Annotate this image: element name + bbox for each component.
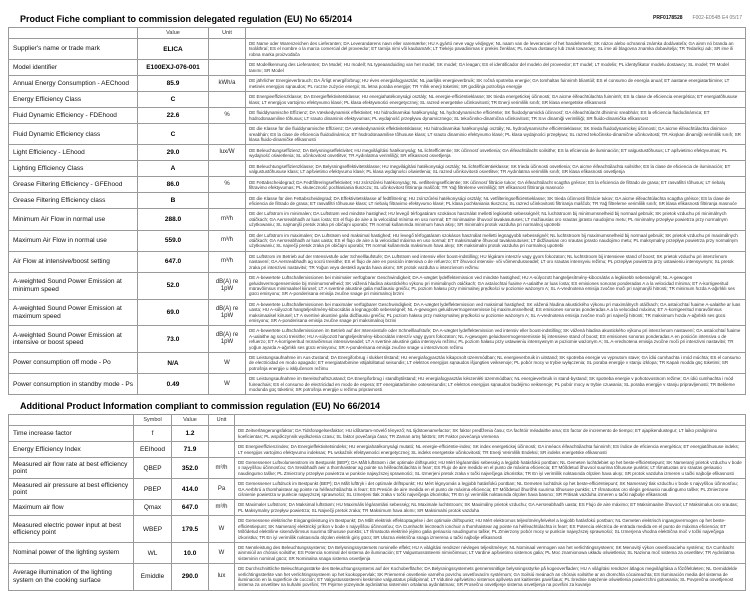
desc-cell: DE Modellkennung des Lieferanten; DA Model; HU modell; NL typeaanduiding van het model; SK model; GA leagan; ES el identificador del modelo del proveedor; ET mudel; LT modelis; PL identyfikator modelu dostawcy; SL model; TR Model tanımı; SR Model — [246, 60, 746, 76]
document-codes — [653, 15, 742, 21]
symbol-cell: Qmax — [134, 500, 172, 516]
desc-cell: DE Maximaler Luftstrom; DA Maksimal luftstrøm; HU Maximális légáramlási sebesség; NL Maximale luchtstroom; SK Maximálny prietok vzduchu; GA Aersreabhadh uasta; ES Flujo de aire máximo; ET Maksimaalne õhuvool; LT Maksimalus oro srautas; PL Maksymalny przepływ powietrza; SL Največji pretok zraka; TR Maksimum hava akımı; SR Maksimalni protok vazduha — [235, 500, 746, 516]
table66-row — [9, 564, 746, 591]
value-cell: 52.0 — [138, 273, 209, 300]
desc-cell: DE Name oder Warenzeichen des Lieferanten; DA Leverandørens navn eller varemærke; HU A gyártó neve vagy védjegye; NL naam van de leverancier of het handelsmerk; SK názov alebo ochranná známka dodávateľa; GA ainm nó branda an tsoláthraí; ES el nombre o la marca comercial del proveedor; ET tarnija nimi või kaubamärk; LT Tiekėjo pavadinimas ir prekės ženklas; PL nazwa dostawcy lub znak towarowy; SL ime ali blagovna znamka dobavitelja; TR Tedarikçi adı; SR ime ili robna marka proizvođača — [246, 39, 746, 60]
unit-cell: W — [209, 516, 235, 543]
value-cell: A — [138, 161, 209, 177]
desc-cell: DE Leistungsaufnahme im Aus-Zustand; DA Energiforbrug i slukket tilstand; HU energiafogyasztás kikapcsolt üzemmódban; NL energieverbruik in uitstand; SK spotreba energie vo vypnutom stave; GA ídiú cumhachta i mód múchta; ES el consumo de electricidad en modo apagado; ET energiatarbimine väljalülitatud seisundis; LT elektros energijos sąnaudos išjungties veiksenoje; PL pobór mocy w trybie wyłączenia; SL poraba energije v stanju izklopa; TR Kapalı modda güç tüketimi; SR potrošnja energije u isključenom režimu — [246, 352, 746, 373]
desc-cell: DE die Klasse für den Fettabscheidegrad; DA Effektivitetsklasse af fedtfiltrering; HU zsírszűrési hatékonysági osztály; NL vetfilteringsefficiëntieklasse; SK trieda účinnosti filtrácie tukov; GA aicme éifeachtúlachta scagtha gréisce; ES la clase de eficiencia de filtrado de grasa; ET rasvafiltri tõhususe klass; LT riebalų filtravimo efektyvumo klasė; PL klasa pochłaniania tłuszczu; SL razred učinkovitosti filtriranja maščob; TR Yağ filtreleme verimlilik sınıfı; SR klasa efikasnosti filtriranja masnoće — [246, 193, 746, 209]
unit-cell: W — [209, 352, 246, 373]
table65-row — [9, 177, 746, 193]
label-cell: Time increase factor — [9, 426, 134, 442]
unit-cell: % — [209, 108, 246, 124]
symbol-cell: Emiddle — [134, 564, 172, 591]
symbol-cell: WBEP — [134, 516, 172, 543]
symbol-cell: f — [134, 426, 172, 442]
table65-row — [9, 161, 746, 177]
desc-cell: DE Zeitverlängerungsfaktor; DA Tidsforøgelsesfaktor; HU időtartam-növelő tényező; NL tijdstoenamefactor; SK faktor predĺženia času; GA fachtóir méadaithe ama; ES factor de incremento de tiempo; ET ajapikendustegur; LT laiko prailginimo koeficientas; PL współczynnik wydłużenia czasu; SL faktor povečanja časa; TR Zaman artış faktörü; SR Faktor povećanja vremena — [235, 426, 746, 442]
desc-cell: DE Nennleistung des Beleuchtungssystems; DA Belysningssystemets nominelle effekt; HU A világítási rendszer névleges teljesítménye; NL Nominaal vermogen van het verlichtingssysteem; SK Menovitý výkon osvetľovacieho systému; GA Cumhacht ainmniúil an chórais soilsithe; ES Potencia nominal del sistema de iluminación; ET Valgustussüsteemi nimivõimsus; LT Vardinė apšvietimo sistemos galia; PL Moc znamionowa układu oświetlenia; SL Nazivna moč sistema za osvetlitev; TR Aydınlatma sisteminin nominal gücü; SR Nominalna snaga sistema osvetljenja — [235, 542, 746, 563]
label-cell: Grease Filtering Efficiency class — [9, 193, 138, 209]
desc-cell: DE Gemessener Luftdruck im Bestpunkt (BEP); DA Målt lufttryk i det optimale driftspunkt; HU Mért légnyomás a legjobb hatásfokú pontban; NL Gemeten luchtdruk op het beste-efficiëntiepunt; SK Nameraný tlak vzduchu v bode s najvyššou účinnosťou; GA Aerbhrú a thomhaistear ag pointe na héifeachtúlachta is fearr; ES Presión de aire medida en el punto de máxima eficiencia; ET Mõõdetud õhurõhk suurima tõhususe punktis; LT Išmatuotas oro slėgis geriausio naudingumo taške; PL Zmierzone ciśnienie powietrza w punkcie najwyższej sprawności; SL Izmerjeni tlak zraka v točki največjega izkoristka; TR En iyi verimlilik noktasında ölçülen hava basıncı; SR Pritisak vazduha izmeren u tački najbolje efikasnosti — [235, 479, 746, 500]
unit-column-header: Unit — [209, 28, 246, 39]
table66-header-row — [9, 415, 746, 426]
unit-cell — [209, 426, 235, 442]
label-cell: Maximum Air Flow in normal use — [9, 230, 138, 251]
value-cell: 22.6 — [138, 108, 209, 124]
unit-cell: m³/h — [209, 251, 246, 272]
table66-row — [9, 426, 746, 442]
label-cell: Model identifier — [9, 60, 138, 76]
label-cell: Grease Filtering Efficiency - GFEhood — [9, 177, 138, 193]
desc-cell: DE Energieeffizienzindex; DA Energieffektivitetsindeks; HU energiahatékonysági mutató; NL energie-efficiëntie-index; SK index energetickej účinnosti; GA innéacs éifeachtúlachta fuinnimh; ES índice de eficiencia energética; ET energiatõhususe indeks; LT energijos vartojimo efektyvumo indeksas; PL wskaźnik efektywności energetycznej; SL indeks energetske učinkovitosti; TR Enerji Verimlilik Endeksi; SR indeks energetske efikasnosti — [235, 442, 746, 458]
unit-cell — [209, 442, 235, 458]
value-cell: B — [138, 193, 209, 209]
desc-cell: DE die Klasse für die fluiddynamische Effizienz; DA væskedynamisk effektivitetsklasse; HU hidrodinamikai hatékonysági osztály; NL hydrodynamische efficiëntieklasse; SK trieda fluidodynamickej účinnosti; GA aicme éifeachtúlachta dinimice sreabhán; ES la clase de eficiencia fluidodinámica; ET hüdrodünaamilise tõhususe klass; LT srauto dinaminio efektyvumo klasė; PL klasa wydajności przepływu; SL razred tekočinsko-dinamične učinkovitosti; TR Akışkan dinamiği verimlilik sınıfı; SR klasa fluido-dinamičke efikasnosti — [246, 124, 746, 145]
desc-cell: DE A-bewertete Luftschallemissionen im Betrieb auf der Intensivstufe oder Schnelllaufstufe; DA A-vægtet lydeffektemission ved intensiv eller boost-indstilling; SK vážená hladina akustického výkonu pri intenzívnom nastavení; GA astaíochtaí fuaime A-ualaithe ag socrú treisithe; HU A-súlyozott hangteljesítmény-kibocsátás intenzív vagy gyors fokozaton; NL A-gewogen geluidsvermogensemissie bij intensieve stand of boost; ES emisiones sonoras ponderadas A en posición intensiva o de refuerzo; ET A-korrigeeritud müravõimsus intensiivseadel; LT A svertinė akustinė galia intensyviu režimu; PL poziom hałasu przy ustawieniu intensywnym w poziomie ważonym A; SL A-vrednotena emisija zvočne moči pri intenzivni nastavitvi; TR yoğun ayarda A-ağırlıklı ses gücü emisyonu; SR A-ponderisana emisija zvučne snage u intenzivnom režimu — [246, 326, 746, 353]
value-cell: 86.0 — [138, 177, 209, 193]
value-cell: 85.9 — [138, 76, 209, 92]
unit-cell — [209, 193, 246, 209]
value-cell: 559.0 — [138, 230, 209, 251]
value-cell: 10.0 — [172, 542, 209, 563]
table65-row — [9, 352, 746, 373]
value-cell: C — [138, 124, 209, 145]
table65-row — [9, 60, 746, 76]
label-cell: Light Efficiency - LEhood — [9, 145, 138, 161]
desc-cell: DE Gemessener Luftvolumenstrom im Bestpunkt (BEP); DA Målt luftstrøm i det optimale driftspunkt; HU Mért légáramlási sebesség a legjobb hatásfokú pontban; NL Gemeten luchtdebiet op het beste-efficiëntiepunt; SK Nameraný prietok vzduchu v bode s najvyššou účinnosťou; GA Sreabhadh aeir a thomhaistear ag pointe na héifeachtúlachta is fearr; ES Flujo de aire medido en el punto de máxima eficiencia; ET Mõõdetud õhuvool suurima tõhususe punktis; LT Išmatuotas oro srautas geriausio naudingumo taške; PL Zmierzony przepływ powietrza w punkcie najwyższej sprawności; SL Izmerjeni pretok zraka v točki največjega izkoristka; TR En iyi verimlilik noktasında ölçülen hava akışı; SR protok vazduha izmeren u tački najbolje efikasnosti — [235, 458, 746, 479]
desc-cell: DE A-bewertete Luftschallemissionen bei minimaler verfügbarer Geschwindigkeit; DA A-vægtet lydeffektemission ved mindste hastighed; HU A-súlyozott hangteljesítmény-kibocsátás a legkisebb sebességnél; NL A-gewogen geluidsvermogensemissie bij minimumsnelheid; SK vážená hladina akustického výkonu pri minimálnych otáčkach; GA astaíochtaí fuaime A-ualaithe ar luas íosta; ES emisiones sonoras ponderadas A a la velocidad mínima; ET A-korrigeeritud müravõimsus minimaalsel kiirusel; LT A svertinė akustinė galia mažiausiu greičiu; PL poziom hałasu przy minimalnej prędkości w poziomie ważonym A; SL A-vrednotena emisija zvočne moči pri najmanjši hitrosti; TR minimum hızda A-ağırlıklı ses gücü emisyonu; SR A-ponderisana emisija zvučne snage pri minimalnoj brzini — [246, 273, 746, 300]
value-cell: 29.0 — [138, 145, 209, 161]
label-cell: Fluid Dynamic Efficiency - FDEhood — [9, 108, 138, 124]
unit-cell: m³/h — [209, 500, 235, 516]
value-cell: 290.0 — [172, 564, 209, 591]
label-cell: Maximum air flow — [9, 500, 134, 516]
desc-cell: DE A-bewertete Luftschallemissionen bei maximaler verfügbarer Geschwindigkeit; DA A-vægtet lydeffektemission ved maksimal hastighed; SK vážená hladina akustického výkonu pri maximálnych otáčkach; GA astaíochtaí fuaime A-ualaithe ar luas uasta; HU A-súlyozott hangteljesítmény-kibocsátás a legnagyobb sebességnél; NL A-gewogen geluidsvermogensemissie bij maximumsnelheid; ES emisiones sonoras ponderadas A a la velocidad máxima; ET A-korrigeeritud müravõimsus maksimaalsel kiirusel; LT A svertinė akustinė galia didžiausiu greičiu; PL poziom hałasu przy maksymalnej prędkości w poziomie ważonym A; SL A-vrednotena emisija zvočne moči pri največji hitrosti; TR maksimum hızda A-ağırlıklı ses gücü emisyonu; SR A-ponderisana emisija zvučne snage pri maksimalnoj brzini — [246, 299, 746, 326]
table66-row — [9, 442, 746, 458]
label-cell: Power consumption off mode - Po — [9, 352, 138, 373]
table65-row — [9, 145, 746, 161]
desc-cell: DE der Luftstrom im minimalen; DA Luftstrøm ved mindste hastighed; HU levegő térfogatáram szokásos használat melletti legkisebb sebességnél; NL luchtstroom bij minimumsnelheid bij normaal gebruik; SK prietok vzduchu pri minimálnych otáčkach; GA Aersreabhadh ar luas íosta; ES el flujo de aire a la velocidad mínima en uso normal; ET minimaalne õhuvool tavakasutuses; LT mažiausias oro srautas įprasto naudojimo metu; PL minimalny przepływ powietrza przy normalnym użytkowaniu; SL najmanjši pretok zraka pri običajni uporabi; TR normal kullanımda minimum hava akışı; SR minimalni protok vazduha pri normalnoj upotrebi — [246, 209, 746, 230]
table65-row — [9, 326, 746, 353]
label-cell: Energy Efficiency Index — [9, 442, 134, 458]
value-cell: 179.5 — [172, 516, 209, 543]
empty-header-cell — [9, 28, 138, 39]
label-cell: Power consumption in standby mode - Ps — [9, 374, 138, 395]
value-column-header: Value — [172, 415, 209, 426]
value-cell: 414.0 — [172, 479, 209, 500]
unit-cell: m³/h — [209, 209, 246, 230]
desc-cell: DE jährlicher Energieverbrauch; DA Årligt energiforbrug; HU éves energiafogyasztás; NL jaarlijks energieverbruik; SK ročná spotreba energie; GA tomhaltas fuinnimh bliantúil; ES el consumo de energía anual; ET aastane energiatarbimine; LT metinės energijos sąnaudos; PL roczne zużycie energii; SL letna poraba energije; TR Yıllık enerji tüketimi; SR godišnja potrošnja energije — [246, 76, 746, 92]
value-cell: C — [138, 92, 209, 108]
label-cell: Measured electric power input at best efficiency point — [9, 516, 134, 543]
unit-cell: lux — [209, 564, 235, 591]
label-cell: A-weighted Sound Power Emission at minimum speed — [9, 273, 138, 300]
symbol-cell: EEIhood — [134, 442, 172, 458]
unit-column-header: Unit — [209, 415, 235, 426]
value-cell: N/A — [138, 352, 209, 373]
unit-cell — [209, 161, 246, 177]
label-cell: Annual Energy Consumption - AEChood — [9, 76, 138, 92]
reference-code: PRF0178528 — [653, 15, 683, 21]
value-cell: 69.0 — [138, 299, 209, 326]
table66-row — [9, 500, 746, 516]
value-cell: 73.0 — [138, 326, 209, 353]
table66-row — [9, 516, 746, 543]
table65-row — [9, 230, 746, 251]
value-cell: 1.2 — [172, 426, 209, 442]
table65-row — [9, 39, 746, 60]
label-cell: Fluid Dynamic Efficiency class — [9, 124, 138, 145]
label-cell: A-weighted Sound Power Emission at maximum speed — [9, 299, 138, 326]
value-cell: 647.0 — [172, 500, 209, 516]
table65-row — [9, 92, 746, 108]
table65-header-row — [9, 28, 746, 39]
unit-cell: lux/W — [209, 145, 246, 161]
desc-cell: DE Durchschnittliche Beleuchtungsstärke des Beleuchtungssystems auf der Kochoberfläche; DA Belysningssystemets gennemsnitlige belysningsstyrke på kogeoverfladen; HU A világítási rendszer átlagos megvilágítása a főzőfelületen; NL Gemiddelde verlichtingssterkte van het verlichtingssysteem op het kookoppervlak; SK Priemerné osvetlenie varného povrchu osvetľovacím systémom; GA Soilsiú meánach an chórais soilsithe ar an dromchla cócaireachta; ES Iluminación media del sistema de iluminación en la superficie de cocción; ET Valgustussüsteemi keskmine valgustatus pliidipinnal; LT Vidutinė apšvietimo sistemos apšvieta ant kaitlentės paviršiaus; PL Średnie natężenie oświetlenia powierzchni gotowania; SL Povprečna osvetljenost sistema za osvetlitev na kuhalni površini; TR Pişirme yüzeyinde aydınlatma sisteminin ortalama aydınlatması; SR Prosečno osvetljenje sistema osvetljenja na površini za kuvanje — [235, 564, 746, 591]
table65-row — [9, 209, 746, 230]
value-cell: 352.0 — [172, 458, 209, 479]
unit-cell: dB(A) re 1pW — [209, 326, 246, 353]
unit-cell — [209, 124, 246, 145]
table66-row — [9, 479, 746, 500]
fiche-66-title: Additional Product Information compliant to commission regulation (EU) No 66/2014 — [20, 401, 381, 412]
unit-cell: W — [209, 374, 246, 395]
unit-cell: m³/h — [209, 230, 246, 251]
symbol-cell: WL — [134, 542, 172, 563]
unit-cell: Pa — [209, 479, 235, 500]
table65-row — [9, 299, 746, 326]
desc-cell: DE fluiddynamische Effizienz; DA Væskedynamisk effektivitet; HU hidrodinamikai hatékonyság; NL hydrodynamische efficiëntie; SK fluidodynamická účinnosť; GA éifeachtúlacht dhinimic sreabhán; ES la eficiencia fluidodinámica; ET hüdrodünaamiline tõhusus; LT srauto dinaminis efektyvumas; PL wydajność przepływu dynamicznego; SL tekočinsko-dinamična učinkovitost; TR Sıvı dinamiği verimliliği; SR fluido-dinamička efikasnost — [246, 108, 746, 124]
symbol-cell: QBEP — [134, 458, 172, 479]
table65-row — [9, 374, 746, 395]
value-cell: E100EXJ-076-001 — [138, 60, 209, 76]
label-cell: Average illumination of the lighting system on the cooking surface — [9, 564, 134, 591]
label-cell: Supplier's name or trade mark — [9, 39, 138, 60]
label-cell: A-weighted Sound Power Emission at intensive or boost speed — [9, 326, 138, 353]
label-cell: Measured air pressure at best efficiency point — [9, 479, 134, 500]
unit-cell — [209, 92, 246, 108]
unit-cell: m³/h — [209, 458, 235, 479]
empty-header-cell — [9, 415, 134, 426]
empty-header-cell — [246, 28, 746, 39]
unit-cell: W — [209, 542, 235, 563]
table65-row — [9, 108, 746, 124]
unit-cell: dB(A) re 1pW — [209, 299, 246, 326]
value-cell: 0.49 — [138, 374, 209, 395]
label-cell: Nominal power of the lighting system — [9, 542, 134, 563]
value-column-header: Value — [138, 28, 209, 39]
fiche-65-title: Product Fiche compliant to commission delegated regulation (EU) No 65/2014 — [20, 14, 353, 24]
value-cell: 647.0 — [138, 251, 209, 272]
symbol-column-header: Symbol — [134, 415, 172, 426]
fiche-table-65-2014 — [8, 27, 746, 395]
symbol-cell: PBEP — [134, 479, 172, 500]
empty-header-cell — [235, 415, 746, 426]
desc-cell: DE Beleuchtungseffizienz; DA Belysningseffektivitet; HU megvilágítási hatékonyság; NL lichtefficiëntie; SK účinnosť osvetlenia; GA éifeachtúlacht soilsithe; ES la eficiencia de iluminación; ET valgustustõhusus; LT apšvietimo efektyvumas; PL wydajność oświetlenia; SL učinkovitost osvetlitve; TR Aydınlatma verimliliği; SR efikasnost osvetljenja — [246, 145, 746, 161]
desc-cell: DE Gemessene elektrische Eingangsleistung im Bestpunkt; DA Målt elektrisk effektoptagelse i det optimale driftspunkt; HU Mért elektromos teljesítményfelvétel a legjobb hatásfokú pontban; NL Gemeten elektrisch ingangsvermogen op het beste-efficiëntiepunt; SK Nameraný elektrický príkon v bode s najvyššou účinnosťou; GA Cumhacht leictreach ionchuir a thomhaistear ag pointe na héifeachtúlachta is fearr; ES Potencia eléctrica de entrada medida en el punto de máxima eficiencia; ET Mõõdetud elektriline sisendvõimsus suurima tõhususe punktis; LT Išmatuota elektrinė įėjimo galia geriausio naudingumo taške; PL Zmierzony pobór mocy w punkcie najwyższej sprawności; SL Izmerjena vhodna električna moč v točki največjega izkoristka; TR En iyi verimlilik noktasında ölçülen elektrik giriş gücü; SR Ulazna električna snaga izmerena u tački najbolje efikasnosti — [235, 516, 746, 543]
unit-cell: % — [209, 177, 246, 193]
value-cell: 288.0 — [138, 209, 209, 230]
fiche-table-66-2014 — [8, 414, 746, 590]
label-cell: Minimum Air Flow in normal use — [9, 209, 138, 230]
table65-row — [9, 251, 746, 272]
revision-code: F002-E054B E4 05/17 — [692, 15, 742, 21]
unit-cell — [209, 60, 246, 76]
desc-cell: DE Fettabscheidegrad; DA Fedtfiltreringseffektivitet; HU zsírszűrési hatékonyság; NL vetfilteringsefficiëntie; SK účinnosť filtrácie tukov; GA éifeachtúlacht scagtha gréisce; ES la eficiencia de filtrado de grasa; ET rasvafiltri tõhusus; LT riebalų filtravimo efektyvumas; PL skuteczność pochłaniania tłuszczu; SL učinkovitost filtriranja maščob; TR Yağ filtreleme verimliliği; SR efikasnost filtriranja masnoće — [246, 177, 746, 193]
unit-cell: dB(A) re 1pW — [209, 273, 246, 300]
table65-row — [9, 273, 746, 300]
label-cell: Energy Efficiency Class — [9, 92, 138, 108]
value-cell: 71.9 — [172, 442, 209, 458]
value-cell: ELICA — [138, 39, 209, 60]
desc-cell: DE Luftstrom im Betrieb auf der Intensivstufe oder Schnelllaufstufe; DA Luftstrøm ved intensiv eller boost-indstilling; HU légáram intenzív vagy gyors fokozaton; NL luchtstroom bij intensieve stand of boost; SK prietok vzduchu pri intenzívnom nastavení; GA Aersreabhadh ag socrú treisithe; ES el flujo de aire en posición intensiva o de refuerzo; ET õhuvool intensiiv- või võimendusseadel; LT oro srautas intensyviu režimu; PL przepływ powietrza przy ustawieniu intensywnym; SL pretok zraka pri intenzivni nastavitvi; TR Yoğun veya destekli ayarda hava akımı; SR protok vazduha u intenzivnom režimu — [246, 251, 746, 272]
desc-cell: DE Beleuchtungseffizienzklasse; DA Belysningseffektivitetsklasse; HU megvilágítási hatékonysági osztály; NL lichtefficiëntieklasse; SK trieda účinnosti osvetlenia; GA aicme éifeachtúlachta soilsithe; ES la clase de eficiencia de iluminación; ET valgustustõhususe klass; LT apšvietimo efektyvumo klasė; PL klasa wydajności oświetlenia; SL razred učinkovitosti osvetlitve; TR Aydınlatma verimlilik sınıfı; SR klasa efikasnosti osvetljenja — [246, 161, 746, 177]
unit-cell: kWh/a — [209, 76, 246, 92]
table66-row — [9, 458, 746, 479]
unit-cell — [209, 39, 246, 60]
table66-row — [9, 542, 746, 563]
desc-cell: DE Energieeffizienzklasse; DA Energieffektivitetsklasse; HU energiahatékonysági osztály; NL energie-efficiëntieklasse; SK trieda energetickej účinnosti; GA aicme éifeachtúlachta fuinnimh; ES la clase de eficiencia energética; ET energiatõhususe klass; LT energijos vartojimo efektyvumo klasė; PL klasa efektywności energetycznej; SL razred energetske učinkovitosti; TR Enerji verimlilik sınıfı; SR klasa energetske efikasnosti — [246, 92, 746, 108]
label-cell: Air Flow at intensive/boost setting — [9, 251, 138, 272]
table65-row — [9, 124, 746, 145]
desc-cell: DE der Luftstrom im maximalen; DA Luftstrøm ved maksimal hastighed; HU levegő térfogatáram szokásos használat melletti legnagyobb sebességnél; NL luchtstroom bij maximumsnelheid bij normaal gebruik; SK prietok vzduchu pri maximálnych otáčkach; GA Aersreabhadh ar luas uasta; ES el flujo de aire a la velocidad máxima en uso normal; ET maksimaalne õhuvool tavakasutuses; LT didžiausias oro srautas įprasto naudojimo metu; PL maksymalny przepływ powietrza przy normalnym użytkowaniu; SL največji pretok zraka pri običajni uporabi; TR normal kullanımda maksimum hava akışı; SR maksimalni protok vazduha pri normalnoj upotrebi — [246, 230, 746, 251]
label-cell: Measured air flow rate at best efficiency point — [9, 458, 134, 479]
table65-row — [9, 76, 746, 92]
table65-row — [9, 193, 746, 209]
label-cell: Lighting Efficiency Class — [9, 161, 138, 177]
desc-cell: DE Leistungsaufnahme im Bereitschaftszustand; DA Energiforbrug i standbytilstand; HU energiafogyasztás készenléti üzemmódban; NL energieverbruik in stand-bystand; SK spotreba energie v pohotovostnom režime; GA ídiú cumhachta i mód fuireachais; ES el consumo de electricidad en modo de espera; ET energiatarbimine ooteseisundis; LT elektros energijos sąnaudos budėjimo veiksenoje; PL pobór mocy w trybie czuwania; SL poraba energije v stanju pripravljenosti; TR Bekleme modunda güç tüketimi; SR potrošnja energije u režimu pripravnosti — [246, 374, 746, 395]
